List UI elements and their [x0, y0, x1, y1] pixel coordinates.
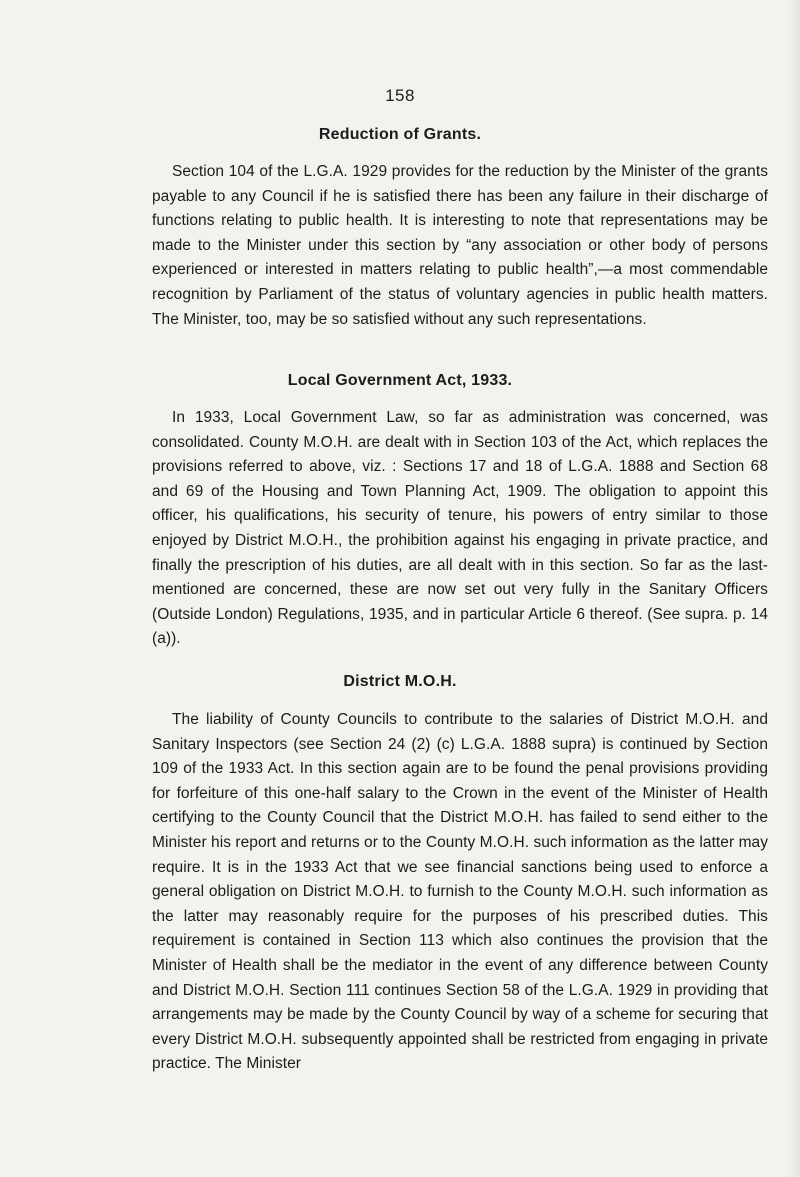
paragraph-local-government-act-1933: In 1933, Local Government Law, so far as administration was concerned, was consolidated. County M.O.H. are dealt with in Section 103 of the Act, which replaces the provisions referred to above, viz. : Sections 17 and 18 of L.G.A. 1888 and Section 68 and 69 of the Housing and Town Planning Act, 1909. The obligation to appoint this officer, his qualifications, his security of tenure, his powers of entry similar to those enjoyed by District M.O.H., the prohibition against his engaging in private practice, and finally the prescription of his duties, are all dealt with in this section. So far as the last-mentioned are concerned, these are now set out very fully in the Sanitary Officers (Outside London) Regulations, 1935, and in particular Article 6 thereof. (See supra. p. 14 (a)).: [152, 409, 768, 648]
paragraph-district-moh: The liability of County Councils to contribute to the salaries of District M.O.H. and Sanitary Inspectors (see Section 24 (2) (c) L.G.A. 1888 supra) is continued by Section 109 of the 1933 Act. In this section again are to be found the penal provisions providing for forfeiture of this one-half salary to the Crown in the event of the Minister of Health certifying to the County Council that the District M.O.H. has failed to send either to the Minister his report and returns or to the County M.O.H. such information as the latter may require. It is in the 1933 Act that we see financial sanctions being used to enforce a general obligation on District M.O.H. to furnish to the County M.O.H. such information as the latter may reasonably require for the purposes of his prescribed duties. This requirement is contained in Section 113 which also continues the provision that the Minister of Health shall be the mediator in the event of any difference between County and District M.O.H. Section 111 continues Section 58 of the L.G.A. 1929 in providing that arrangements may be made by the County Council by way of a scheme for securing that every District M.O.H. subsequently appointed shall be restricted from engaging in private practice. The Minister: [152, 711, 768, 1073]
heading-reduction-of-grants: Reduction of Grants.: [318, 126, 482, 143]
paragraph-reduction-of-grants: Section 104 of the L.G.A. 1929 provides for the reduction by the Minister of the grants payable to any Council if he is satisfied there has been any failure in their discharge of functions relating to public health. It is interesting to note that representations may be made to the Minister under this section by “any association or other body of persons experienced or interested in matters relating to public health”,—a most commendable recognition by Parliament of the status of voluntary agencies in public health matters. The Minister, too, may be so satisfied without any such representations.: [152, 163, 768, 328]
page-number: 158: [385, 86, 415, 105]
heading-district-moh: District M.O.H.: [343, 673, 457, 690]
heading-local-government-act-1933: Local Government Act, 1933.: [287, 372, 513, 389]
page-edge-shadow: [786, 0, 800, 1177]
